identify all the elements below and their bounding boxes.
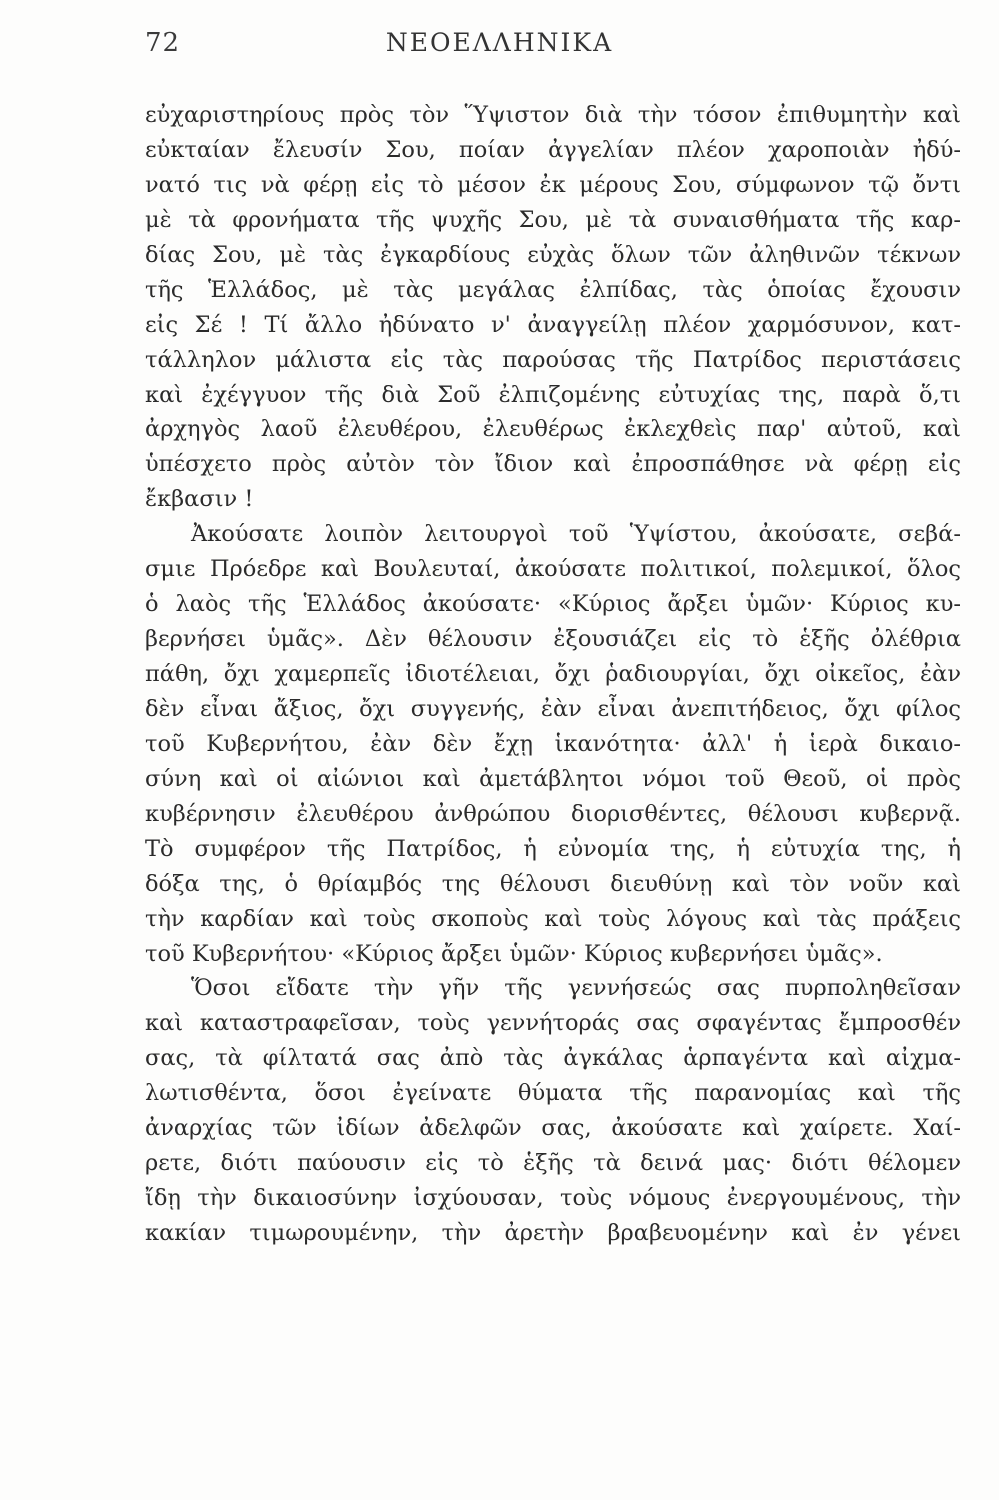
text-line: βερνήσει ὑμᾶς». Δὲν θέλουσιν ἐξουσιάζει εἰς τὸ ἑξῆς ὀλέθρια (145, 626, 961, 653)
text-line: ρετε, διότι παύουσιν εἰς τὸ ἑξῆς τὰ δεινά μας· διότι θέλομεν (145, 1150, 961, 1177)
text-line: λωτισθέντα, ὅσοι ἐγείνατε θύματα τῆς παρανομίας καὶ τῆς (145, 1080, 961, 1107)
paragraph-first-line: Ἀκούσατε λοιπὸν λειτουργοὶ τοῦ Ὑψίστου, ἀκούσατε, σεβά- (191, 521, 961, 548)
text-line: τοῦ Κυβερνήτου, ἐὰν δὲν ἔχῃ ἱκανότητα· ἀλλ' ἡ ἱερὰ δικαιο- (145, 730, 961, 757)
text-line: ἀρχηγὸς λαοῦ ἐλευθέρου, ἐλευθέρως ἐκλεχθεὶς παρ' αὐτοῦ, καὶ (145, 416, 961, 443)
body-text (145, 98, 961, 1251)
text-line: δίας Σου, μὲ τὰς ἐγκαρδίους εὐχὰς ὅλων τῶν ἀληθινῶν τέκνων (145, 241, 961, 268)
text-line: δὲν εἶναι ἄξιος, ὄχι συγγενής, ἐὰν εἶναι ἀνεπιτήδειος, ὄχι φίλος (145, 695, 961, 722)
text-line: ἔκβασιν ! (145, 486, 254, 513)
paragraph-first-line: Ὅσοι εἴδατε τὴν γῆν τῆς γεννήσεώς σας πυρποληθεῖσαν (191, 975, 961, 1002)
page-number: 72 (145, 28, 181, 58)
text-line: καὶ καταστραφεῖσαν, τοὺς γεννήτοράς σας σφαγέντας ἔμπροσθέν (145, 1010, 961, 1037)
text-line: δόξα της, ὁ θρίαμβός της θέλουσι διευθύνῃ καὶ τὸν νοῦν καὶ (145, 870, 961, 897)
text-line: σμιε Πρόεδρε καὶ Βουλευταί, ἀκούσατε πολιτικοί, πολεμικοί, ὅλος (145, 556, 961, 583)
text-line: καὶ ἐχέγγυον τῆς διὰ Σοῦ ἐλπιζομένης εὐτυχίας της, παρὰ ὅ,τι (145, 381, 961, 408)
text-line: τάλληλον μάλιστα εἰς τὰς παρούσας τῆς Πατρίδος περιστάσεις (145, 346, 961, 373)
text-line: πάθη, ὄχι χαμερπεῖς ἰδιοτέλειαι, ὄχι ῥαδιουργίαι, ὄχι οἰκεῖος, ἐὰν (145, 661, 961, 687)
text-line: Τὸ συμφέρον τῆς Πατρίδος, ἡ εὐνομία της, ἡ εὐτυχία της, ἡ (145, 835, 961, 862)
text-line: σύνη καὶ οἱ αἰώνιοι καὶ ἀμετάβλητοι νόμοι τοῦ Θεοῦ, οἱ πρὸς (145, 765, 961, 792)
text-line: ἀναρχίας τῶν ἰδίων ἀδελφῶν σας, ἀκούσατε καὶ χαίρετε. Χαί- (145, 1115, 961, 1142)
text-line: μὲ τὰ φρονήματα τῆς ψυχῆς Σου, μὲ τὰ συναισθήματα τῆς καρ- (145, 206, 961, 233)
text-line: εὐκταίαν ἔλευσίν Σου, ποίαν ἀγγελίαν πλέον χαροποιὰν ἠδύ- (145, 136, 961, 163)
text-line: τοῦ Κυβερνήτου· «Κύριος ἄρξει ὑμῶν· Κύριος κυβερνήσει ὑμᾶς». (145, 940, 883, 967)
text-line: κακίαν τιμωρουμένην, τὴν ἀρετὴν βραβευομένην καὶ ἐν γένει (145, 1220, 961, 1246)
text-line: τὴν καρδίαν καὶ τοὺς σκοποὺς καὶ τοὺς λόγους καὶ τὰς πράξεις (145, 905, 961, 932)
text-line: τῆς Ἑλλάδος, μὲ τὰς μεγάλας ἐλπίδας, τὰς ὁποίας ἔχουσιν (145, 276, 961, 303)
text-line: κυβέρνησιν ἐλευθέρου ἀνθρώπου διορισθέντες, θέλουσι κυβερνᾷ. (145, 800, 961, 827)
text-line: εἰς Σέ ! Τί ἄλλο ἠδύνατο ν' ἀναγγείλῃ πλέον χαρμόσυνον, κατ- (145, 311, 961, 338)
text-line: ὁ λαὸς τῆς Ἑλλάδος ἀκούσατε· «Κύριος ἄρξει ὑμῶν· Κύριος κυ- (145, 591, 961, 618)
text-line: ὑπέσχετο πρὸς αὐτὸν τὸν ἴδιον καὶ ἐπροσπάθησε νὰ φέρῃ εἰς (145, 451, 961, 478)
text-line: εὐχαριστηρίους πρὸς τὸν Ὕψιστον διὰ τὴν τόσον ἐπιθυμητὴν καὶ (145, 102, 961, 128)
text-line: ἴδῃ τὴν δικαιοσύνην ἰσχύουσαν, τοὺς νόμους ἐνεργουμένους, τὴν (145, 1185, 961, 1212)
running-head: ΝΕΟΕΛΛΗΝΙΚΑ (385, 28, 614, 57)
text-line: νατό τις νὰ φέρῃ εἰς τὸ μέσον ἐκ μέρους Σου, σύμφωνον τῷ ὄντι (145, 171, 961, 198)
text-line: σας, τὰ φίλτατά σας ἀπὸ τὰς ἀγκάλας ἁρπαγέντα καὶ αἰχμα- (145, 1045, 961, 1072)
